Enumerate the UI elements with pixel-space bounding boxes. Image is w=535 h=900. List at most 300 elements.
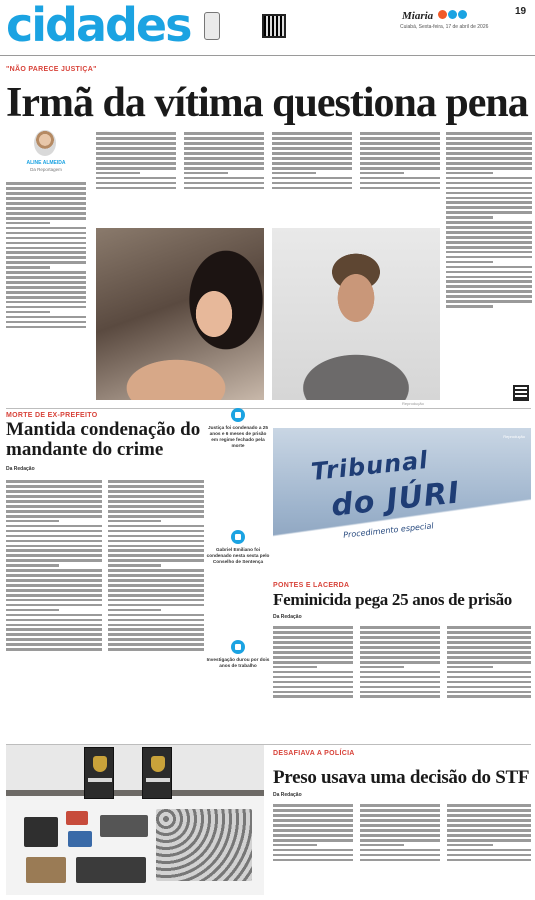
- body-text: [446, 130, 532, 400]
- text-line: [360, 641, 440, 644]
- newspaper-logo: Miaria: [402, 10, 434, 22]
- text-line: [6, 237, 86, 240]
- text-line: [447, 691, 531, 694]
- story-headline: Preso usava uma decisão do STF: [273, 767, 530, 788]
- text-line: [360, 182, 440, 185]
- text-line: [6, 638, 102, 641]
- masthead: [0, 0, 535, 56]
- body-text: [6, 180, 86, 400]
- text-line: [446, 172, 493, 175]
- text-line: [360, 666, 404, 669]
- text-line: [360, 859, 440, 862]
- text-line: [6, 594, 102, 597]
- text-line: [108, 520, 161, 523]
- text-line: [447, 671, 531, 674]
- text-line: [108, 480, 204, 483]
- text-line: [447, 829, 531, 832]
- text-line: [6, 624, 102, 627]
- text-line: [273, 854, 353, 857]
- text-line: [108, 505, 204, 508]
- text-line: [184, 142, 264, 145]
- text-line: [446, 216, 493, 219]
- text-line: [6, 217, 86, 220]
- brand-dot: [438, 10, 447, 19]
- text-line: [6, 525, 102, 528]
- text-line: [360, 132, 440, 135]
- fact-text: Investigação durou por dois anos de trabalho: [206, 657, 270, 668]
- text-line: [184, 172, 228, 175]
- text-line: [446, 167, 532, 170]
- text-line: [6, 535, 102, 538]
- text-line: [6, 316, 86, 319]
- text-line: [360, 177, 440, 180]
- text-line: [360, 834, 440, 837]
- body-text: [360, 624, 440, 740]
- text-line: [273, 656, 353, 659]
- text-line: [184, 187, 264, 190]
- text-line: [6, 326, 86, 329]
- text-line: [6, 574, 102, 577]
- body-text: [447, 624, 531, 740]
- text-line: [184, 147, 264, 150]
- text-line: [273, 804, 353, 807]
- text-line: [360, 631, 440, 634]
- fact-item: [206, 408, 270, 449]
- info-icon: [231, 530, 245, 544]
- text-line: [184, 167, 264, 170]
- text-line: [447, 641, 531, 644]
- police-banner: [84, 747, 114, 799]
- seized-items-photo: [6, 745, 264, 895]
- text-line: [360, 681, 440, 684]
- text-line: [272, 132, 352, 135]
- text-line: [447, 681, 531, 684]
- text-line: [6, 619, 102, 622]
- text-line: [360, 187, 440, 190]
- text-line: [272, 167, 352, 170]
- body-text: [360, 130, 440, 222]
- text-line: [273, 849, 353, 852]
- text-line: [360, 844, 404, 847]
- text-line: [273, 839, 353, 842]
- text-line: [446, 132, 532, 135]
- text-line: [6, 614, 102, 617]
- text-line: [447, 676, 531, 679]
- text-line: [272, 182, 352, 185]
- photo-text: Tribunal: [309, 445, 430, 487]
- text-line: [108, 584, 204, 587]
- text-line: [96, 137, 176, 140]
- text-line: [6, 291, 86, 294]
- text-line: [272, 187, 352, 190]
- text-line: [360, 686, 440, 689]
- text-line: [446, 261, 493, 264]
- phone-icon: [204, 12, 220, 40]
- text-line: [6, 247, 86, 250]
- text-line: [446, 192, 532, 195]
- text-line: [6, 495, 102, 498]
- text-line: [184, 157, 264, 160]
- text-line: [446, 305, 493, 308]
- seized-item: [76, 857, 146, 883]
- author-role: Da Reportagem: [30, 167, 62, 172]
- text-line: [273, 691, 353, 694]
- text-line: [360, 839, 440, 842]
- text-line: [6, 609, 59, 612]
- text-line: [6, 222, 50, 225]
- text-line: [6, 232, 86, 235]
- text-line: [360, 804, 440, 807]
- app-promo: [204, 12, 324, 46]
- text-line: [96, 187, 176, 190]
- text-line: [447, 646, 531, 649]
- text-line: [184, 162, 264, 165]
- text-line: [108, 643, 204, 646]
- text-line: [360, 676, 440, 679]
- text-line: [6, 271, 86, 274]
- text-line: [108, 495, 204, 498]
- story-headline: Irmã da vítima questiona pena: [6, 80, 528, 126]
- brand-dots: [437, 6, 467, 24]
- text-line: [273, 809, 353, 812]
- text-line: [108, 569, 204, 572]
- author-box: [6, 130, 86, 176]
- text-line: [446, 226, 532, 229]
- text-line: [446, 241, 532, 244]
- seized-item: [24, 817, 58, 847]
- story-kicker: "NÃO PARECE JUSTIÇA": [6, 66, 97, 73]
- author-avatar: [34, 130, 56, 156]
- text-line: [6, 520, 59, 523]
- text-line: [446, 266, 532, 269]
- text-line: [108, 554, 204, 557]
- text-line: [108, 638, 204, 641]
- text-line: [273, 819, 353, 822]
- text-line: [446, 157, 532, 160]
- text-line: [273, 834, 353, 837]
- text-line: [446, 285, 532, 288]
- text-line: [360, 849, 440, 852]
- text-line: [360, 819, 440, 822]
- text-line: [96, 172, 140, 175]
- text-line: [6, 490, 102, 493]
- text-line: [6, 306, 86, 309]
- text-line: [447, 651, 531, 654]
- text-line: [447, 686, 531, 689]
- text-line: [446, 256, 532, 259]
- text-line: [273, 676, 353, 679]
- text-line: [447, 661, 531, 664]
- story-kicker: PONTES E LACERDA: [273, 582, 350, 589]
- body-text: [360, 802, 440, 896]
- text-line: [360, 656, 440, 659]
- text-line: [108, 628, 204, 631]
- text-line: [184, 137, 264, 140]
- text-line: [446, 206, 532, 209]
- text-line: [96, 142, 176, 145]
- text-line: [96, 167, 176, 170]
- text-line: [272, 147, 352, 150]
- text-line: [96, 132, 176, 135]
- text-line: [108, 559, 204, 562]
- text-line: [273, 671, 353, 674]
- text-line: [360, 152, 440, 155]
- text-line: [360, 646, 440, 649]
- fact-item: [206, 640, 270, 669]
- brand-dot: [448, 10, 457, 19]
- text-line: [273, 641, 353, 644]
- text-line: [6, 202, 86, 205]
- text-line: [360, 651, 440, 654]
- story-headline: Mantida condenação do mandante do crime: [6, 419, 201, 460]
- text-line: [447, 819, 531, 822]
- text-line: [360, 854, 440, 857]
- text-line: [272, 152, 352, 155]
- text-line: [108, 545, 204, 548]
- text-line: [273, 661, 353, 664]
- seized-item: [156, 809, 252, 881]
- text-line: [273, 824, 353, 827]
- text-line: [108, 564, 161, 567]
- text-line: [6, 207, 86, 210]
- text-line: [6, 589, 102, 592]
- text-line: [108, 648, 204, 651]
- text-line: [360, 137, 440, 140]
- text-line: [446, 177, 532, 180]
- text-line: [446, 162, 532, 165]
- text-line: [360, 809, 440, 812]
- text-line: [447, 636, 531, 639]
- text-line: [108, 549, 204, 552]
- text-line: [108, 490, 204, 493]
- text-line: [108, 609, 161, 612]
- text-line: [360, 691, 440, 694]
- text-line: [6, 301, 86, 304]
- text-line: [360, 695, 440, 698]
- text-line: [96, 152, 176, 155]
- seized-item: [66, 811, 88, 825]
- text-line: [446, 271, 532, 274]
- text-line: [446, 182, 532, 185]
- text-line: [272, 177, 352, 180]
- seized-item: [68, 831, 92, 847]
- text-line: [6, 633, 102, 636]
- text-line: [108, 510, 204, 513]
- text-line: [360, 172, 404, 175]
- police-banner: [142, 747, 172, 799]
- body-text: [447, 802, 531, 896]
- text-line: [360, 814, 440, 817]
- text-line: [446, 201, 532, 204]
- body-text: [6, 478, 102, 740]
- victim-photo: [96, 228, 264, 400]
- text-line: [447, 631, 531, 634]
- text-line: [6, 500, 102, 503]
- photo-credit: Reprodução: [503, 434, 525, 439]
- seized-item: [26, 857, 66, 883]
- qr-code-icon: [262, 14, 286, 38]
- text-line: [447, 814, 531, 817]
- dateline: Cuiabá, Sexta-feira, 17 de abril de 2026: [400, 24, 489, 30]
- text-line: [273, 829, 353, 832]
- text-line: [108, 500, 204, 503]
- text-line: [360, 167, 440, 170]
- text-line: [273, 859, 353, 862]
- text-line: [6, 584, 102, 587]
- text-line: [360, 671, 440, 674]
- text-line: [446, 236, 532, 239]
- text-line: [447, 666, 493, 669]
- body-text: [273, 624, 353, 740]
- text-line: [6, 276, 86, 279]
- text-line: [184, 182, 264, 185]
- text-line: [6, 545, 102, 548]
- text-line: [6, 182, 86, 185]
- text-line: [108, 530, 204, 533]
- text-line: [446, 251, 532, 254]
- text-line: [273, 666, 317, 669]
- text-line: [446, 147, 532, 150]
- text-line: [6, 321, 86, 324]
- text-line: [273, 646, 353, 649]
- photo-text: do JÚRI: [329, 475, 462, 524]
- text-line: [6, 251, 86, 254]
- text-line: [273, 631, 353, 634]
- text-line: [108, 540, 204, 543]
- body-text: [96, 130, 176, 222]
- fact-text: Justiça foi condenado a 25 anos e 6 meses de prisão em regime fechado pela morte: [208, 425, 268, 448]
- text-line: [273, 651, 353, 654]
- author-name: ALINE ALMEIDA: [26, 160, 66, 166]
- text-line: [6, 505, 102, 508]
- text-line: [360, 147, 440, 150]
- text-line: [6, 579, 102, 582]
- text-line: [6, 569, 102, 572]
- info-icon: [231, 408, 245, 422]
- text-line: [447, 849, 531, 852]
- section-title: cidades: [6, 0, 191, 52]
- text-line: [108, 594, 204, 597]
- byline: Da Redação: [6, 466, 35, 472]
- text-line: [272, 137, 352, 140]
- fact-stack: [206, 408, 270, 753]
- text-line: [446, 137, 532, 140]
- text-line: [273, 636, 353, 639]
- text-line: [6, 256, 86, 259]
- text-line: [447, 839, 531, 842]
- text-line: [272, 172, 316, 175]
- story-kicker: MORTE DE EX-PREFEITO: [6, 412, 98, 419]
- text-line: [6, 192, 86, 195]
- text-line: [273, 844, 317, 847]
- text-line: [184, 132, 264, 135]
- text-line: [108, 574, 204, 577]
- text-line: [446, 290, 532, 293]
- text-line: [6, 648, 102, 651]
- text-line: [96, 182, 176, 185]
- text-line: [360, 157, 440, 160]
- text-line: [6, 281, 86, 284]
- body-text: [272, 130, 352, 222]
- text-line: [96, 157, 176, 160]
- newspaper-brand: [402, 6, 492, 26]
- story-kicker: DESAFIAVA A POLÍCIA: [273, 750, 355, 757]
- text-line: [360, 636, 440, 639]
- seized-item: [100, 815, 148, 837]
- text-line: [447, 804, 531, 807]
- text-line: [6, 643, 102, 646]
- text-line: [360, 661, 440, 664]
- text-line: [108, 579, 204, 582]
- text-line: [108, 599, 204, 602]
- text-line: [108, 633, 204, 636]
- info-icon: [231, 640, 245, 654]
- text-line: [447, 859, 531, 862]
- text-line: [447, 809, 531, 812]
- text-line: [446, 280, 532, 283]
- text-line: [447, 656, 531, 659]
- text-line: [447, 844, 493, 847]
- text-line: [272, 162, 352, 165]
- text-line: [447, 695, 531, 698]
- text-line: [273, 686, 353, 689]
- text-line: [6, 530, 102, 533]
- text-line: [6, 604, 102, 607]
- brand-dot: [458, 10, 467, 19]
- byline: Da Redação: [273, 614, 302, 620]
- qr-code-icon: [513, 385, 529, 401]
- text-line: [272, 142, 352, 145]
- text-line: [6, 242, 86, 245]
- text-line: [6, 197, 86, 200]
- text-line: [108, 525, 204, 528]
- text-line: [184, 152, 264, 155]
- text-line: [446, 300, 532, 303]
- text-line: [273, 681, 353, 684]
- text-line: [6, 261, 86, 264]
- text-line: [108, 614, 204, 617]
- text-line: [6, 554, 102, 557]
- text-line: [6, 564, 59, 567]
- body-text: [273, 802, 353, 896]
- text-line: [108, 485, 204, 488]
- text-line: [6, 599, 102, 602]
- text-line: [108, 624, 204, 627]
- tribunal-photo: [273, 428, 531, 576]
- text-line: [360, 626, 440, 629]
- text-line: [446, 231, 532, 234]
- text-line: [108, 515, 204, 518]
- body-text: [108, 478, 204, 740]
- story-headline: Feminicida pega 25 anos de prisão: [273, 590, 512, 609]
- fact-text: Gabriel Emiliano foi condenado nesta sexta pelo Conselho de Sentença: [206, 547, 270, 564]
- text-line: [446, 187, 532, 190]
- text-line: [6, 515, 102, 518]
- text-line: [446, 197, 532, 200]
- photo-text: Procedimento especial: [342, 521, 435, 540]
- text-line: [272, 157, 352, 160]
- text-line: [6, 187, 86, 190]
- text-line: [446, 295, 532, 298]
- text-line: [6, 480, 102, 483]
- text-line: [360, 824, 440, 827]
- text-line: [446, 221, 532, 224]
- text-line: [446, 142, 532, 145]
- text-line: [360, 162, 440, 165]
- text-line: [6, 266, 50, 269]
- text-line: [447, 834, 531, 837]
- byline: Da Redação: [273, 792, 302, 798]
